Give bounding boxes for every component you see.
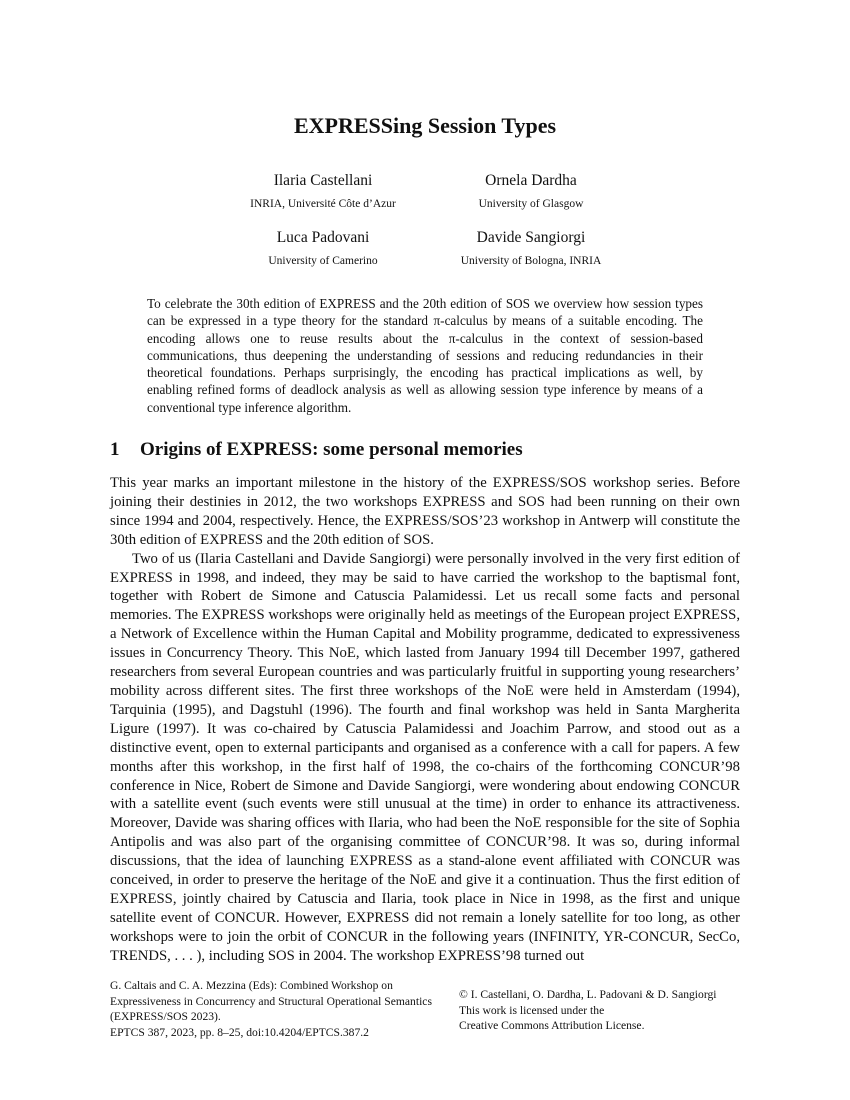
publication-line: G. Caltais and C. A. Mezzina (Eds): Combined Workshop on	[110, 979, 393, 992]
author-block-4	[411, 228, 651, 269]
paper-title: EXPRESSing Session Types	[293, 113, 557, 138]
section-body	[110, 474, 740, 966]
author-name: Davide Sangiorgi	[476, 229, 586, 246]
publication-info	[110, 978, 460, 1040]
copyright-license	[459, 987, 749, 1034]
author-affiliation: University of Glasgow	[478, 198, 584, 210]
author-block-3	[203, 228, 443, 269]
body-paragraph-1: This year marks an important milestone in the history of the EXPRESS/SOS workshop series. Before joining their destinies in 2012, the two workshops EXPRESS and SOS had been running on their own since 1994 and 2004, respectively. Hence, the EXPRESS/SOS’23 workshop in Antwerp will constitute the 30th edition of EXPRESS and the 20th edition of SOS.	[110, 475, 740, 548]
author-block-2	[411, 171, 651, 212]
license-link[interactable]: Creative Commons Attribution License.	[459, 1019, 645, 1032]
abstract: To celebrate the 30th edition of EXPRESS and the 20th edition of SOS we overview how session types can be expressed in a type theory for the standard π-calculus by means of a suitable encoding. The encoding allows one to reuse results about the π-calculus in the context of session-based communications, thus deepening the understanding of sessions and reducing redundancies in their theoretical foundations. Perhaps surprisingly, the encoding has practical implications as well, by enabling refined forms of deadlock analysis as well as allowing session type inference by means of a conventional type inference algorithm.	[147, 296, 703, 415]
author-block-1	[203, 171, 443, 212]
license-line: This work is licensed under the	[459, 1003, 605, 1017]
body-paragraph-2: Two of us (Ilaria Castellani and Davide Sangiorgi) were personally involved in the very first edition of EXPRESS in 1998, and indeed, they may be said to have carried the workshop to the baptismal font, together with Robert de Simone and Catuscia Palamidessi. Let us recall some facts and personal memories. The EXPRESS workshops were originally held as meetings of the European project EXPRESS, a Network of Excellence within the Human Capital and Mobility programme, dedicated to expressiveness issues in Concurrency Theory. This NoE, which lasted from January 1994 till December 1997, gathered researchers from several European countries and was particularly fruitful in supporting young researchers’ mobility across different sites. The first three workshops of the NoE were held in Amsterdam (1994), Tarquinia (1995), and Dagstuhl (1996). The fourth and final workshop was held in Santa Margherita Ligure (1997). It was co-chaired by Catuscia Palamidessi and Joachim Parrow, and stood out as a distinctive event, open to external participants and organised as a conference with a call for papers. A few months after this workshop, in the first half of 1998, the co-chairs of the forthcoming CONCUR’98 conference in Nice, Robert de Simone and Davide Sangiorgi, were wondering about endowing CONCUR with a satellite event (such events were still unusual at the time) in order to enhance its attractiveness. Moreover, Davide was sharing offices with Ilaria, who had been the NoE responsible for the site of Sophia Antipolis and was also part of the organising committee of CONCUR’98. It was so, during informal discussions, that the idea of launching EXPRESS as a stand-alone event affiliated with CONCUR was conceived, in order to preserve the heritage of the NoE and give it a continuation. Thus the first edition of EXPRESS, jointly chaired by Catuscia and Ilaria, took place in Nice in 1998, as the first and unique satellite event of CONCUR. However, EXPRESS did not remain a lonely satellite for too long, as other workshops were to join the orbit of CONCUR in the following years (INFINITY, YR-CONCUR, SecCo, TRENDS, . . . ), including SOS in 2004. The workshop EXPRESS’98 turned out	[110, 550, 740, 964]
author-affiliation: University of Bologna, INRIA	[460, 255, 602, 267]
copyright-line: © I. Castellani, O. Dardha, L. Padovani & D. Sangiorgi	[459, 988, 717, 1001]
publication-line: EPTCS 387, 2023, pp. 8–25, doi:10.4204/EPTCS.387.2	[110, 1025, 369, 1039]
section-title: Origins of EXPRESS: some personal memories	[140, 439, 523, 460]
author-affiliation: University of Camerino	[268, 255, 378, 267]
author-affiliation: INRIA, Université Côte d’Azur	[250, 198, 396, 210]
publication-line: Expressiveness in Concurrency and Structural Operational Semantics	[110, 994, 432, 1008]
author-name: Ornela Dardha	[485, 172, 577, 189]
section-number: 1	[110, 439, 120, 460]
section-heading	[110, 438, 523, 462]
publication-line: (EXPRESS/SOS 2023).	[110, 1010, 221, 1023]
author-name: Luca Padovani	[276, 229, 370, 246]
author-name: Ilaria Castellani	[273, 172, 373, 189]
